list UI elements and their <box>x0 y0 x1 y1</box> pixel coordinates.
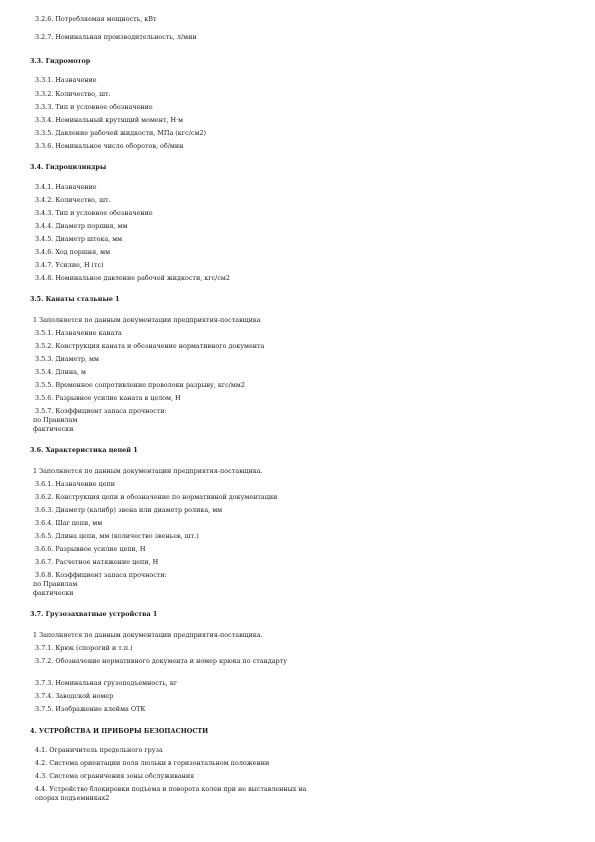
item-3-3-1: 3.3.1. Назначение <box>35 76 97 84</box>
footnote-3-6: 1 Заполняется по данным документации предприятия-поставщика. <box>33 467 263 475</box>
item-3-3-2: 3.3.2. Количество, шт. <box>35 90 111 98</box>
item-3-6-1: 3.6.1. Назначение цепи <box>35 480 116 488</box>
item-3-7-2: 3.7.2. Обозначение нормативного документа и номер крюка по стандарту <box>35 657 287 665</box>
item-3-6-2: 3.6.2. Конструкция цепи и обозначение по нормативной документации <box>35 493 278 501</box>
item-3-4-8: 3.4.8. Номинальное давление рабочей жидкости, кгс/см2 <box>35 274 230 282</box>
item-3-2-6: 3.2.6. Потребляемая мощность, кВт <box>35 15 157 23</box>
item-3-3-4: 3.3.4. Номинальный крутящий момент, Н·м <box>35 116 184 124</box>
item-3-4-6: 3.4.6. Ход поршня, мм <box>35 248 111 256</box>
heading-3-7: 3.7. Грузозахватные устройства 1 <box>30 610 158 618</box>
item-3-3-5: 3.3.5. Давление рабочей жидкости, МПа (кгс/см2) <box>35 129 206 137</box>
item-3-5-6: 3.5.6. Разрывное усилие каната в целом, Н <box>35 394 181 402</box>
item-3-6-5: 3.6.5. Длина цепи, мм (количество звеньев, шт.) <box>35 532 199 540</box>
item-3-5-2: 3.5.2. Конструкция каната и обозначение нормативного документа <box>35 342 265 350</box>
heading-3-6: 3.6. Характеристика цепей 1 <box>30 446 138 454</box>
item-3-2-7: 3.2.7. Номинальная производительность, л/мин <box>35 33 197 41</box>
item-3-7-1: 3.7.1. Крюк (спорогий и т.п.) <box>35 644 133 652</box>
item-3-6-7: 3.6.7. Расчетное натяжение цепи, Н <box>35 558 159 566</box>
item-3-5-1: 3.5.1. Назначение каната <box>35 329 122 337</box>
heading-3-3: 3.3. Гидромотор <box>30 57 91 65</box>
item-3-3-3: 3.3.3. Тип и условное обозначение <box>35 103 153 111</box>
item-4-2: 4.2. Система ориентации поля люльки в горизонтальном положении <box>35 759 270 767</box>
heading-4: 4. УСТРОЙСТВА И ПРИБОРЫ БЕЗОПАСНОСТИ <box>30 727 209 735</box>
item-3-6-8: 3.6.8. Коэффициент запаса прочности: <box>35 571 167 579</box>
item-3-7-3: 3.7.3. Номинальная грузоподъемность, кг <box>35 679 178 687</box>
sub-actual-3-6: фактически <box>33 589 74 597</box>
heading-3-5: 3.5. Канаты стальные 1 <box>30 295 120 303</box>
item-3-5-3: 3.5.3. Диаметр, мм <box>35 355 99 363</box>
item-3-5-4: 3.5.4. Длина, м <box>35 368 86 376</box>
item-3-3-6: 3.3.6. Номинальное число оборотов, об/мин <box>35 142 184 150</box>
item-4-4: 4.4. Устройство блокировки подъема и поворота колен при не выставленных на опорах подъемниках2 <box>35 785 307 802</box>
item-3-5-5: 3.5.5. Временное сопротивление проволоки разрыву, кгс/мм2 <box>35 381 245 389</box>
sub-actual-3-5: фактически <box>33 425 74 433</box>
item-3-4-2: 3.4.2. Количество, шт. <box>35 196 111 204</box>
item-3-4-4: 3.4.4. Диаметр поршня, мм <box>35 222 128 230</box>
item-3-4-3: 3.4.3. Тип и условное обозначение <box>35 209 153 217</box>
footnote-3-5: 1 Заполняется по данным документации предприятия-поставщика <box>33 316 261 324</box>
item-3-4-5: 3.4.5. Диаметр штока, мм <box>35 235 123 243</box>
item-3-6-3: 3.6.3. Диаметр (калибр) звена или диаметр ролика, мм <box>35 506 223 514</box>
heading-3-4: 3.4. Гидроцилиндры <box>30 163 107 171</box>
item-3-5-7: 3.5.7. Коэффициент запаса прочности: <box>35 407 167 415</box>
item-3-4-7: 3.4.7. Усилие, Н (тс) <box>35 261 104 269</box>
footnote-3-7: 1 Заполняется по данным документации предприятия-поставщика. <box>33 631 263 639</box>
sub-rules-3-6: по Правилам <box>33 580 78 588</box>
item-3-4-1: 3.4.1. Назначение <box>35 183 97 191</box>
item-4-3: 4.3. Система ограничения зоны обслуживания <box>35 772 195 780</box>
item-4-1: 4.1. Ограничитель предельного груза <box>35 746 163 754</box>
item-3-6-6: 3.6.6. Разрывное усилие цепи, Н <box>35 545 146 553</box>
item-3-6-4: 3.6.4. Шаг цепи, мм <box>35 519 103 527</box>
sub-rules-3-5: по Правилам <box>33 416 78 424</box>
item-3-7-5: 3.7.5. Изображение клейма ОТК <box>35 705 146 713</box>
item-3-7-4: 3.7.4. Заводской номер <box>35 692 114 700</box>
